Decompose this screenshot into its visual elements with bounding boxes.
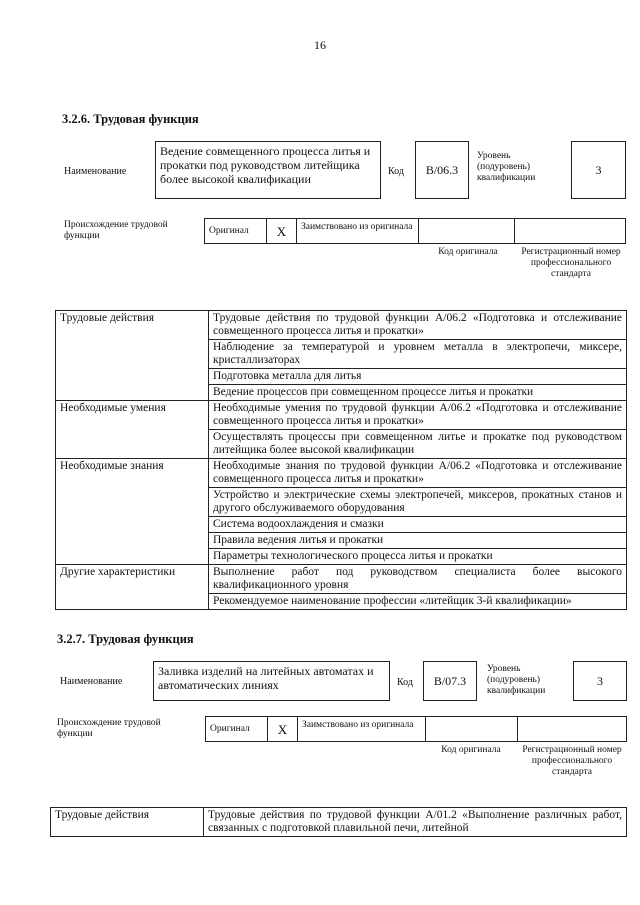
code-original-caption: Код оригинала bbox=[441, 745, 501, 755]
item-cell: Трудовые действия по трудовой функции A/06.2 «Подготовка и отслеживание совмещенного процесса литья и прокатки» bbox=[209, 311, 627, 340]
item-cell: Рекомендуемое наименование профессии «литейщик 3-й квалификации» bbox=[209, 594, 627, 610]
table-row bbox=[56, 565, 627, 594]
category-cell: Трудовые действия bbox=[51, 808, 204, 837]
level-box: 3 bbox=[571, 141, 626, 199]
reg-number-cell bbox=[518, 717, 626, 741]
level-box: 3 bbox=[573, 661, 627, 701]
original-mark: X bbox=[267, 219, 297, 243]
table-row bbox=[56, 459, 627, 488]
code-original-cell bbox=[426, 717, 518, 741]
function-code-box: B/06.3 bbox=[415, 141, 469, 199]
function-code-box: B/07.3 bbox=[423, 661, 477, 701]
item-cell: Устройство и электрические схемы электропечей, миксеров, прокатных станов и другого обслуживаемого оборудования bbox=[209, 488, 627, 517]
item-cell: Подготовка металла для литья bbox=[209, 369, 627, 385]
item-cell: Необходимые знания по трудовой функции A/06.2 «Подготовка и отслеживание совмещенного процесса литья и прокатки» bbox=[209, 459, 627, 488]
section-title: 3.2.6. Трудовая функция bbox=[62, 112, 199, 126]
code-original-caption: Код оригинала bbox=[438, 247, 498, 257]
origin-label: Происхождение трудовой функции bbox=[57, 718, 161, 739]
function-name-box: Ведение совмещенного процесса литья и прокатки под руководством литейщика более высокой квалификации bbox=[155, 141, 381, 199]
code-label: Код bbox=[397, 677, 413, 688]
level-label: Уровень (подуровень) квалификации bbox=[477, 151, 536, 183]
reg-number-cell bbox=[515, 219, 625, 243]
original-label: Оригинал bbox=[205, 219, 267, 243]
item-cell: Правила ведения литья и прокатки bbox=[209, 533, 627, 549]
item-cell: Параметры технологического процесса литья и прокатки bbox=[209, 549, 627, 565]
category-cell: Необходимые умения bbox=[56, 401, 209, 459]
table-row bbox=[56, 311, 627, 340]
origin-label: Происхождение трудовой функции bbox=[64, 220, 168, 241]
code-label: Код bbox=[388, 166, 404, 177]
item-cell: Выполнение работ под руководством специалиста более высокого квалификационного уровня bbox=[209, 565, 627, 594]
item-cell: Трудовые действия по трудовой функции A/01.2 «Выполнение различных работ, связанных с подготовкой плавильной печи, литейной bbox=[204, 808, 627, 837]
table-row bbox=[51, 808, 627, 837]
category-cell: Необходимые знания bbox=[56, 459, 209, 565]
item-cell: Осуществлять процессы при совмещенном литье и прокатке под руководством литейщика более высокой квалификации bbox=[209, 430, 627, 459]
level-label: Уровень (подуровень) квалификации bbox=[487, 664, 546, 696]
original-mark: X bbox=[268, 717, 298, 741]
function-details-table bbox=[50, 807, 627, 837]
name-label: Наименование bbox=[64, 166, 127, 177]
reg-number-caption: Регистрационный номер профессионального стандарта bbox=[522, 745, 622, 777]
code-original-cell bbox=[419, 219, 515, 243]
function-name-box: Заливка изделий на литейных автоматах и автоматических линиях bbox=[153, 661, 390, 701]
borrowed-label: Заимствовано из оригинала bbox=[298, 717, 426, 741]
reg-number-caption: Регистрационный номер профессионального стандарта bbox=[521, 247, 621, 279]
item-cell: Система водоохлаждения и смазки bbox=[209, 517, 627, 533]
page-number: 16 bbox=[314, 38, 326, 52]
function-details-table bbox=[55, 310, 627, 610]
category-cell: Трудовые действия bbox=[56, 311, 209, 401]
item-cell: Ведение процессов при совмещенном процессе литья и прокатки bbox=[209, 385, 627, 401]
name-label: Наименование bbox=[60, 676, 123, 687]
item-cell: Необходимые умения по трудовой функции A/06.2 «Подготовка и отслеживание совмещенного процесса литья и прокатки» bbox=[209, 401, 627, 430]
item-cell: Наблюдение за температурой и уровнем металла в электропечи, миксере, кристаллизаторах bbox=[209, 340, 627, 369]
origin-row bbox=[205, 716, 627, 742]
origin-row bbox=[204, 218, 626, 244]
borrowed-label: Заимствовано из оригинала bbox=[297, 219, 419, 243]
original-label: Оригинал bbox=[206, 717, 268, 741]
table-row bbox=[56, 401, 627, 430]
section-title: 3.2.7. Трудовая функция bbox=[57, 632, 194, 646]
category-cell: Другие характеристики bbox=[56, 565, 209, 610]
